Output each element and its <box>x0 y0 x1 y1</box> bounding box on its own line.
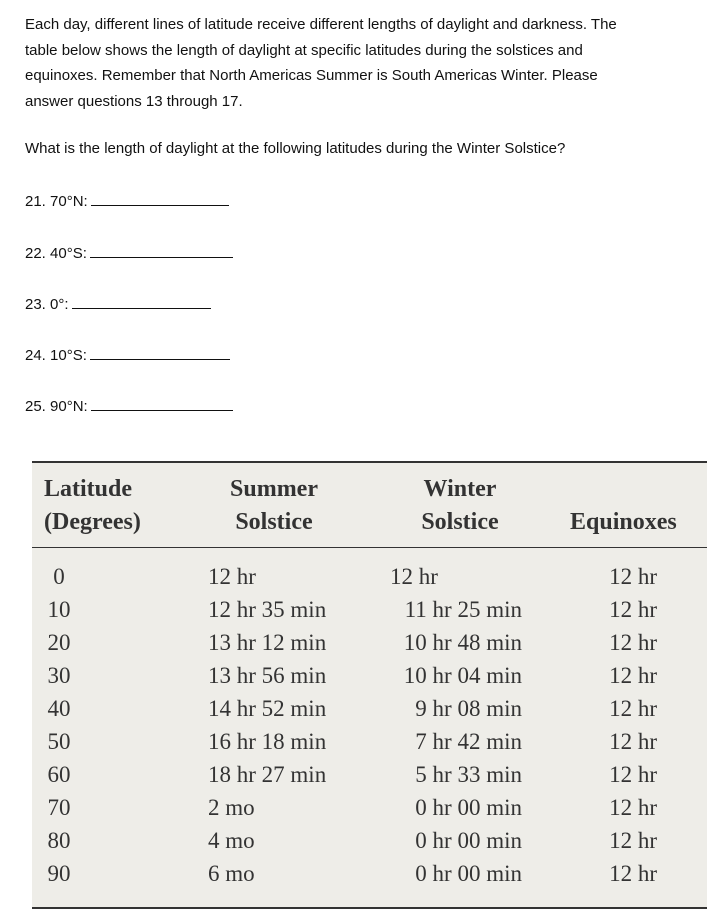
cell-equinox: 12 hr <box>609 861 657 886</box>
cell-summer: 12 hr <box>208 564 256 589</box>
cell-winter: 11 hr 25 min <box>404 597 522 622</box>
question-label: 23. 0°: <box>25 296 69 313</box>
header-text: Winter <box>423 476 497 502</box>
header-text: Solstice <box>421 509 499 535</box>
intro-paragraph <box>25 12 705 114</box>
column-summer <box>208 560 326 890</box>
intro-line: table below shows the length of daylight at specific latitudes during the solstices and <box>25 41 583 59</box>
cell-summer: 6 mo <box>208 861 255 886</box>
cell-latitude: 40 <box>47 696 71 721</box>
column-latitude <box>44 560 74 890</box>
cell-summer: 18 hr 27 min <box>208 762 327 787</box>
cell-latitude: 70 <box>47 795 71 820</box>
cell-winter: 9 hr 08 min <box>415 696 522 721</box>
cell-latitude: 90 <box>47 861 71 886</box>
answer-blank[interactable] <box>90 345 230 360</box>
cell-winter: 0 hr 00 min <box>415 828 522 853</box>
cell-equinox: 12 hr <box>609 795 657 820</box>
cell-summer: 13 hr 12 min <box>208 630 327 655</box>
cell-latitude: 20 <box>47 630 71 655</box>
cell-equinox: 12 hr <box>609 828 657 853</box>
cell-equinox: 12 hr <box>609 762 657 787</box>
question-item-23 <box>25 294 211 313</box>
cell-equinox: 12 hr <box>609 597 657 622</box>
cell-winter: 0 hr 00 min <box>415 795 522 820</box>
question-item-24 <box>25 345 230 364</box>
intro-line: Each day, different lines of latitude receive different lengths of daylight and darkness. The <box>25 16 617 33</box>
cell-winter: 7 hr 42 min <box>415 729 522 754</box>
question-item-25 <box>25 396 233 415</box>
intro-line: equinoxes. Remember that North Americas Summer is South Americas Winter. Please <box>25 67 598 84</box>
cell-latitude: 50 <box>47 729 71 754</box>
cell-winter: 12 hr <box>390 564 438 589</box>
cell-winter: 10 hr 04 min <box>403 663 522 688</box>
cell-summer: 12 hr 35 min <box>208 597 327 622</box>
intro-line: answer questions 13 through 17. <box>25 92 243 110</box>
question-label: 22. 40°S: <box>25 245 87 262</box>
cell-latitude: 60 <box>47 762 71 787</box>
cell-latitude: 30 <box>47 663 71 688</box>
question-label: 24. 10°S: <box>25 347 87 364</box>
header-text: Summer <box>230 476 318 502</box>
cell-equinox: 12 hr <box>609 564 657 589</box>
cell-summer: 16 hr 18 min <box>208 729 327 754</box>
cell-latitude: 0 <box>53 564 65 589</box>
cell-winter: 5 hr 33 min <box>415 762 522 787</box>
cell-equinox: 12 hr <box>609 630 657 655</box>
header-summer <box>224 473 324 539</box>
header-text: Solstice <box>235 509 313 535</box>
answer-blank[interactable] <box>90 243 233 258</box>
cell-summer: 2 mo <box>208 795 255 820</box>
cell-equinox: 12 hr <box>609 729 657 754</box>
column-equinoxes <box>587 560 657 890</box>
question-prompt: What is the length of daylight at the following latitudes during the Winter Solstice? <box>25 140 566 157</box>
question-label: 25. 90°N: <box>25 398 88 415</box>
answer-blank[interactable] <box>91 191 229 206</box>
table-header-row <box>32 463 707 548</box>
daylight-table <box>32 461 707 909</box>
cell-summer: 4 mo <box>208 828 255 853</box>
cell-equinox: 12 hr <box>609 696 657 721</box>
header-text: Latitude <box>44 476 133 502</box>
cell-winter: 0 hr 00 min <box>415 861 522 886</box>
header-winter <box>410 473 510 539</box>
cell-winter: 10 hr 48 min <box>403 630 522 655</box>
cell-latitude: 10 <box>47 597 71 622</box>
answer-blank[interactable] <box>72 294 211 309</box>
header-text: (Degrees) <box>44 509 141 535</box>
cell-latitude: 80 <box>47 828 71 853</box>
question-label: 21. 70°N: <box>25 193 88 210</box>
cell-equinox: 12 hr <box>609 663 657 688</box>
header-equinoxes: Equinoxes <box>570 509 677 535</box>
question-item-22 <box>25 243 233 262</box>
cell-summer: 14 hr 52 min <box>208 696 327 721</box>
cell-summer: 13 hr 56 min <box>208 663 327 688</box>
column-winter <box>372 560 522 890</box>
answer-blank[interactable] <box>91 396 233 411</box>
question-item-21 <box>25 191 229 210</box>
header-latitude <box>44 473 141 539</box>
